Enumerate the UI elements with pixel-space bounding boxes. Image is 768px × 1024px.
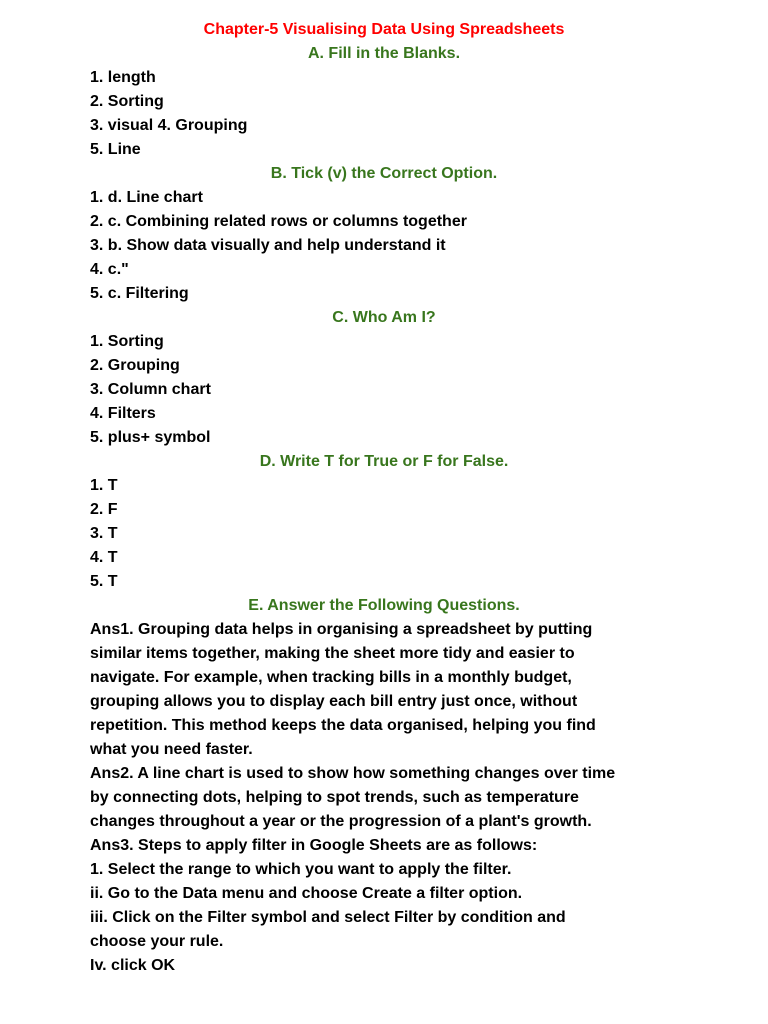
answer-line: 3. visual 4. Grouping <box>90 117 248 134</box>
section-who-am-i <box>90 306 678 450</box>
answer-line: by connecting dots, helping to spot trends, such as temperature <box>90 789 579 806</box>
answer-line: grouping allows you to display each bill entry just once, without <box>90 693 578 710</box>
answer-line: 5. plus+ symbol <box>90 429 211 446</box>
answer-line: repetition. This method keeps the data organised, helping you find <box>90 717 596 734</box>
answer-line: Iv. click OK <box>90 957 176 974</box>
answer-line: iii. Click on the Filter symbol and select Filter by condition and <box>90 909 566 926</box>
answer-line: ii. Go to the Data menu and choose Create a filter option. <box>90 885 523 902</box>
section-answer-questions <box>90 594 678 978</box>
section-tick-correct-option <box>90 162 678 306</box>
answer-line: 5. Line <box>90 141 141 158</box>
answer-line: 2. F <box>90 501 118 518</box>
answer-line: Ans2. A line chart is used to show how something changes over time <box>90 765 616 782</box>
section-heading: B. Tick (v) the Correct Option. <box>270 165 498 182</box>
answer-line: 4. c." <box>90 261 129 278</box>
section-heading: C. Who Am I? <box>332 309 436 326</box>
answer-line: 1. length <box>90 69 156 86</box>
answer-line: navigate. For example, when tracking bills in a monthly budget, <box>90 669 572 686</box>
answer-line: 3. b. Show data visually and help understand it <box>90 237 446 254</box>
answer-line: 1. Select the range to which you want to apply the filter. <box>90 861 512 878</box>
section-true-false <box>90 450 678 594</box>
answer-line: 4. T <box>90 549 118 566</box>
answer-line: 3. Column chart <box>90 381 211 398</box>
answer-line: Ans1. Grouping data helps in organising a spreadsheet by putting <box>90 621 593 638</box>
answer-line: Ans3. Steps to apply filter in Google Sheets are as follows: <box>90 837 538 854</box>
answer-line: similar items together, making the sheet more tidy and easier to <box>90 645 575 662</box>
answer-line: 2. Sorting <box>90 93 164 110</box>
answer-line: 1. d. Line chart <box>90 189 203 206</box>
answer-line: 3. T <box>90 525 118 542</box>
answer-line: changes throughout a year or the progression of a plant's growth. <box>90 813 592 830</box>
answer-line: 5. c. Filtering <box>90 285 189 302</box>
answer-line: 4. Filters <box>90 405 156 422</box>
section-heading: A. Fill in the Blanks. <box>307 45 461 62</box>
answer-line: 2. Grouping <box>90 357 180 374</box>
section-heading: E. Answer the Following Questions. <box>248 597 520 614</box>
answer-line: 1. T <box>90 477 118 494</box>
answer-line: 2. c. Combining related rows or columns together <box>90 213 467 230</box>
answer-line: choose your rule. <box>90 933 224 950</box>
answer-line: 1. Sorting <box>90 333 164 350</box>
page-title: Chapter-5 Visualising Data Using Spreadsheets <box>203 21 565 38</box>
section-heading: D. Write T for True or F for False. <box>259 453 509 470</box>
answer-line: 5. T <box>90 573 118 590</box>
answer-line: what you need faster. <box>90 741 253 758</box>
section-fill-in-the-blanks <box>90 42 678 162</box>
